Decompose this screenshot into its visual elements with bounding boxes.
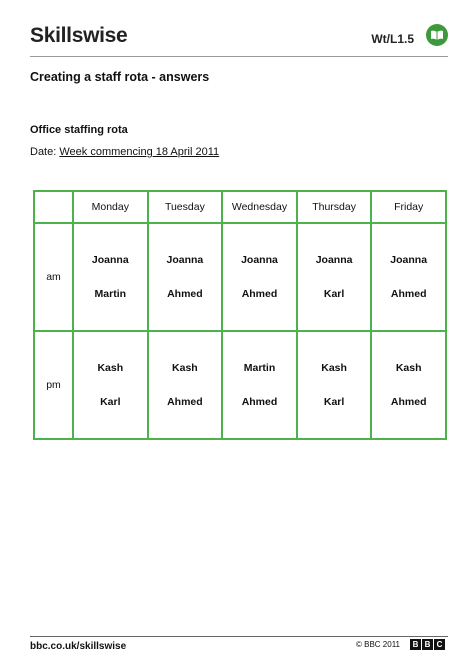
rota-cell — [297, 331, 372, 439]
table-header-row — [34, 191, 446, 223]
skillswise-logo: Skillswise — [30, 24, 128, 47]
date-line — [30, 146, 219, 158]
date-value: Week commencing 18 April 2011 — [59, 146, 220, 158]
staff-name: Joanna — [241, 254, 278, 266]
rota-cell — [371, 223, 446, 331]
rota-cell — [148, 223, 223, 331]
staff-name: Martin — [94, 288, 127, 300]
staff-name: Ahmed — [241, 396, 278, 408]
staff-name: Kash — [395, 362, 422, 374]
table-corner-cell — [34, 191, 73, 223]
staff-name: Joanna — [315, 254, 353, 266]
footer-divider — [30, 636, 448, 637]
rota-cell — [73, 223, 148, 331]
rota-subtitle: Office staffing rota — [30, 124, 128, 136]
page-title: Creating a staff rota - answers — [30, 70, 210, 84]
level-code: Wt/L1.5 — [371, 32, 414, 46]
staff-rota-table — [33, 190, 447, 440]
day-header: Tuesday — [148, 191, 223, 223]
staff-name: Ahmed — [167, 396, 203, 408]
footer-url: bbc.co.uk/skillswise — [30, 641, 127, 652]
bbc-letter: C — [434, 639, 445, 650]
rota-cell — [297, 223, 372, 331]
staff-name: Ahmed — [241, 288, 278, 300]
staff-name: Joanna — [166, 254, 204, 266]
book-icon — [426, 24, 448, 46]
staff-name: Karl — [100, 396, 121, 408]
day-header: Friday — [371, 191, 446, 223]
staff-name: Ahmed — [167, 288, 203, 300]
staff-name: Kash — [321, 362, 347, 374]
staff-name: Karl — [323, 396, 345, 408]
staff-name: Karl — [323, 288, 345, 300]
table-row — [34, 331, 446, 439]
slot-label: am — [34, 223, 73, 331]
day-header: Monday — [73, 191, 148, 223]
rota-cell — [73, 331, 148, 439]
rota-cell — [222, 331, 297, 439]
slot-label: pm — [34, 331, 73, 439]
staff-name: Joanna — [91, 254, 129, 266]
bbc-letter: B — [410, 639, 421, 650]
day-header: Wednesday — [222, 191, 297, 223]
date-label: Date: — [30, 146, 57, 158]
staff-name: Ahmed — [390, 396, 427, 408]
table-row — [34, 223, 446, 331]
rota-cell — [371, 331, 446, 439]
day-header: Thursday — [297, 191, 372, 223]
footer-copyright: © BBC 2011 — [356, 640, 400, 649]
bbc-logo — [410, 639, 446, 650]
header-divider — [30, 56, 448, 57]
staff-name: Ahmed — [390, 288, 427, 300]
page-header — [30, 24, 448, 52]
rota-cell — [222, 223, 297, 331]
staff-name: Martin — [243, 362, 276, 374]
staff-name: Kash — [97, 362, 124, 374]
staff-name: Kash — [172, 362, 198, 374]
rota-cell — [148, 331, 223, 439]
staff-name: Joanna — [390, 254, 428, 266]
bbc-letter: B — [422, 639, 433, 650]
